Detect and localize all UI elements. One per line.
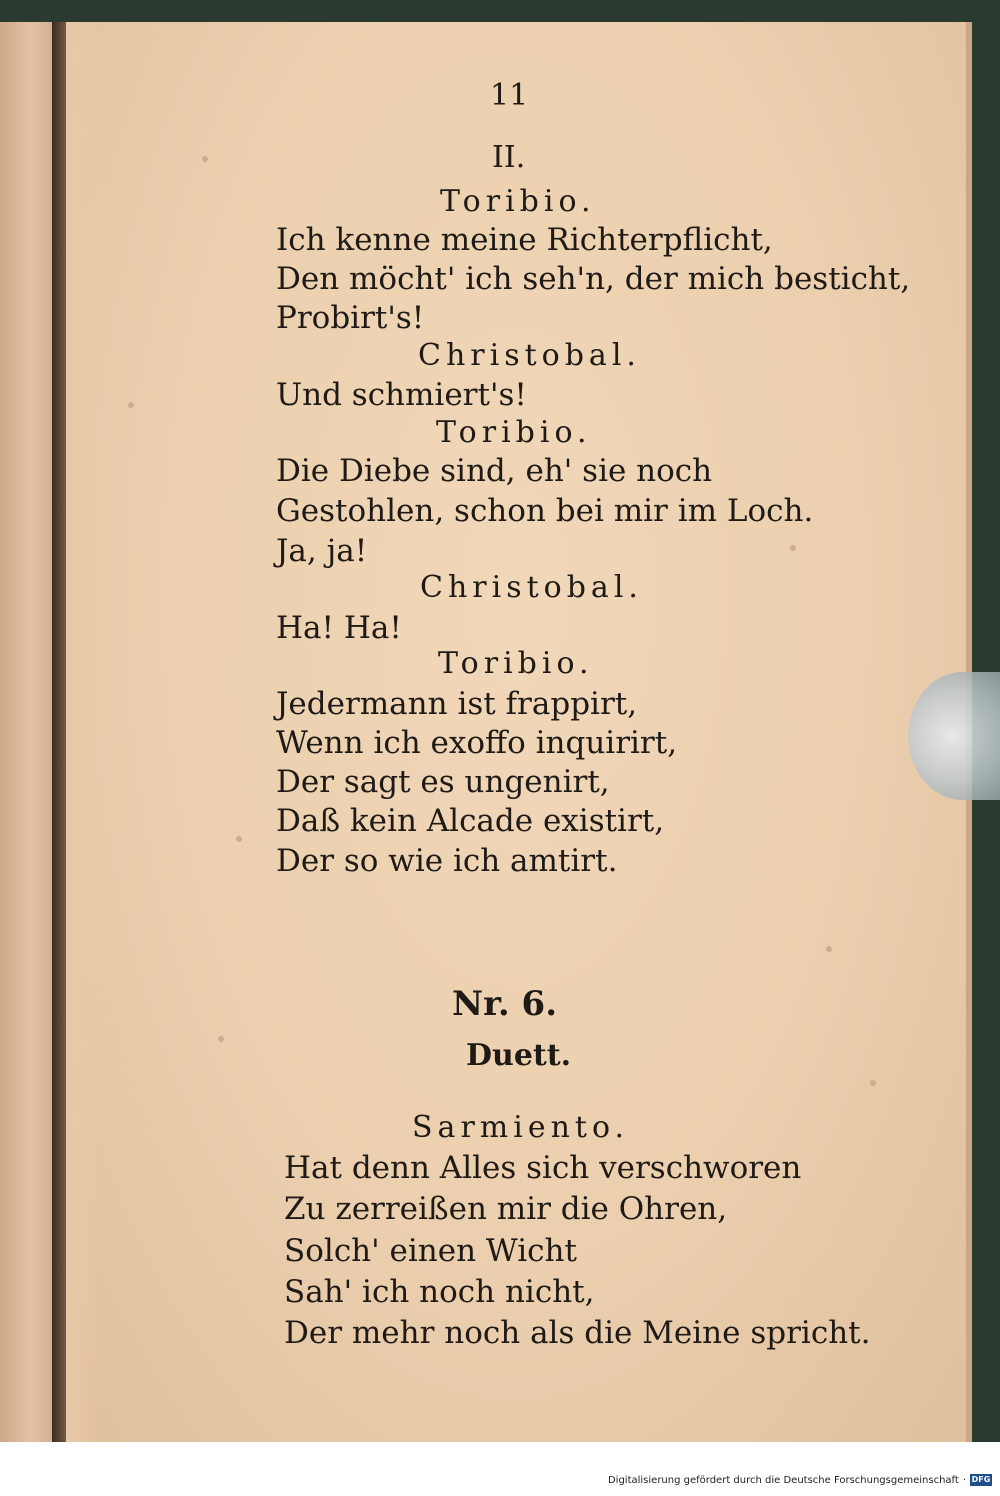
verse-line: Der so wie ich amtirt. <box>276 843 618 879</box>
paper-spot <box>790 545 796 551</box>
verse-line: Sah' ich noch nicht, <box>284 1274 595 1310</box>
speaker-name: Sarmiento. <box>412 1110 630 1145</box>
verse-line: Wenn ich exoffo inquirirt, <box>276 725 678 761</box>
footer-strip <box>0 1442 1000 1496</box>
paper-spot <box>826 946 832 952</box>
dfg-logo-icon: DFG <box>971 1475 991 1484</box>
number-subheading: Duett. <box>466 1038 572 1073</box>
speaker-name: Toribio. <box>440 184 596 219</box>
verse-line: Ja, ja! <box>276 533 368 569</box>
speaker-name: Toribio. <box>436 415 592 450</box>
number-heading: Nr. 6. <box>452 984 558 1024</box>
paper-spot <box>218 1036 224 1042</box>
facing-page-edge <box>0 22 52 1442</box>
verse-line: Jedermann ist frappirt, <box>276 686 638 722</box>
paper-spot <box>128 402 134 408</box>
verse-line: Die Diebe sind, eh' sie noch <box>276 453 713 489</box>
speaker-name: Christobal. <box>420 570 643 605</box>
verse-line: Solch' einen Wicht <box>284 1233 577 1269</box>
verse-line: Der mehr noch als die Meine spricht. <box>284 1315 871 1351</box>
verse-line: Den möcht' ich seh'n, der mich besticht, <box>276 261 911 297</box>
paper-spot <box>870 1080 876 1086</box>
verse-line: Ha! Ha! <box>276 610 402 646</box>
verse-line: Daß kein Alcade existirt, <box>276 803 665 839</box>
footer-credit: Digitalisierung gefördert durch die Deutsche Forschungsgemeinschaft · DFG <box>607 1474 991 1486</box>
page-number: 11 <box>490 78 529 113</box>
paper-spot <box>236 836 242 842</box>
verse-line: Hat denn Alles sich verschworen <box>284 1150 802 1186</box>
verse-line: Ich kenne meine Richterpflicht, <box>276 222 773 258</box>
footer-credit-text: Digitalisierung gefördert durch die Deutsche Forschungsgemeinschaft <box>607 1474 959 1486</box>
section-numeral: II. <box>492 140 526 175</box>
verse-line: Der sagt es ungenirt, <box>276 764 610 800</box>
verse-line: Probirt's! <box>276 300 425 336</box>
speaker-name: Christobal. <box>418 338 641 373</box>
verse-line: Gestohlen, schon bei mir im Loch. <box>276 493 814 529</box>
verse-line: Zu zerreißen mir die Ohren, <box>284 1191 728 1227</box>
speaker-name: Toribio. <box>438 646 594 681</box>
verse-line: Und schmiert's! <box>276 377 527 413</box>
paper-spot <box>202 156 208 162</box>
torn-page-edge <box>66 22 100 1442</box>
